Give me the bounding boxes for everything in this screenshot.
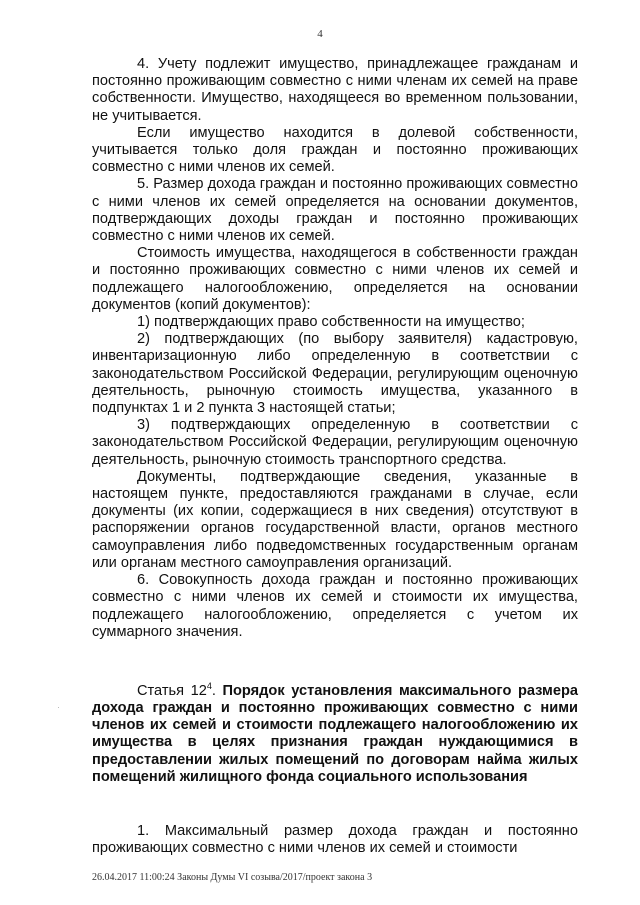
paragraph-documents: Документы, подтверждающие сведения, указанные в настоящем пункте, предоставляются гражданами в случае, если документы (их копии, содержащиеся в них сведения) отсутствуют в распоряжении органов государственной власти, органов местного самоуправления либо подведомственных государственным органам или органам местного самоуправления организаций.: [92, 468, 578, 571]
page-number: 4: [317, 28, 323, 40]
footer-path: 26.04.2017 11:00:24 Законы Думы VI созыва/2017/проект закона 3: [92, 872, 373, 883]
paragraph-item-4: 4. Учету подлежит имущество, принадлежащее гражданам и постоянно проживающим совместно с ними членам их семей на праве собственности. Имущество, находящееся во временном пользовании, не учитывается.: [92, 56, 578, 124]
margin-dot: [58, 707, 59, 708]
article-heading: [92, 678, 578, 786]
article-title: Порядок установления максимального размера дохода граждан и постоянно проживающих совместно с ними членов их семей и стоимости подлежащего налогообложению их имущества в целях признания граждан нуждающимися в предоставлении жилых помещений по договорам найма жилых помещений жилищного фонда социального использования: [92, 682, 578, 785]
list-item-3: 3) подтверждающих определенную в соответствии с законодательством Российской Федерации, регулирующим оценочную деятельность, рыночную стоимость транспортного средства.: [92, 417, 578, 468]
section-1: [92, 823, 578, 857]
paragraph-shared-ownership: Если имущество находится в долевой собственности, учитывается только доля граждан и постоянно проживающих совместно с ними членов их семей.: [92, 124, 578, 176]
paragraph-property-value: Стоимость имущества, находящегося в собственности граждан и постоянно проживающих совместно с ними членов их семей и подлежащего налогообложению, определяется на основании документов (копий документов):: [92, 245, 578, 313]
article-prefix: Статья 12: [137, 682, 207, 699]
list-item-1: 1) подтверждающих право собственности на имущество;: [137, 314, 525, 331]
section-1-text: 1. Максимальный размер дохода граждан и постоянно проживающих совместно с ними членов их семей и стоимости: [92, 823, 578, 857]
article-dot: .: [211, 682, 216, 699]
paragraph-item-5: 5. Размер дохода граждан и постоянно проживающих совместно с ними членов их семей определяется на основании документов, подтверждающих доходы граждан и постоянно проживающих совместно с ними членов их семей.: [92, 176, 578, 245]
paragraph-item-6: 6. Совокупность дохода граждан и постоянно проживающих совместно с ними членов их семей и стоимости их имущества, подлежащего налогообложению, определяется с учетом их суммарного значения.: [92, 572, 578, 640]
article-superscript: 4: [206, 681, 212, 691]
body-text: [92, 56, 578, 641]
list-item-2: 2) подтверждающих (по выбору заявителя) кадастровую, инвентаризационную либо определенную в соответствии с законодательством Российской Федерации, регулирующим оценочную деятельность, рыночную стоимость имущества, указанного в подпунктах 1 и 2 пункта 3 настоящей статьи;: [92, 331, 578, 417]
